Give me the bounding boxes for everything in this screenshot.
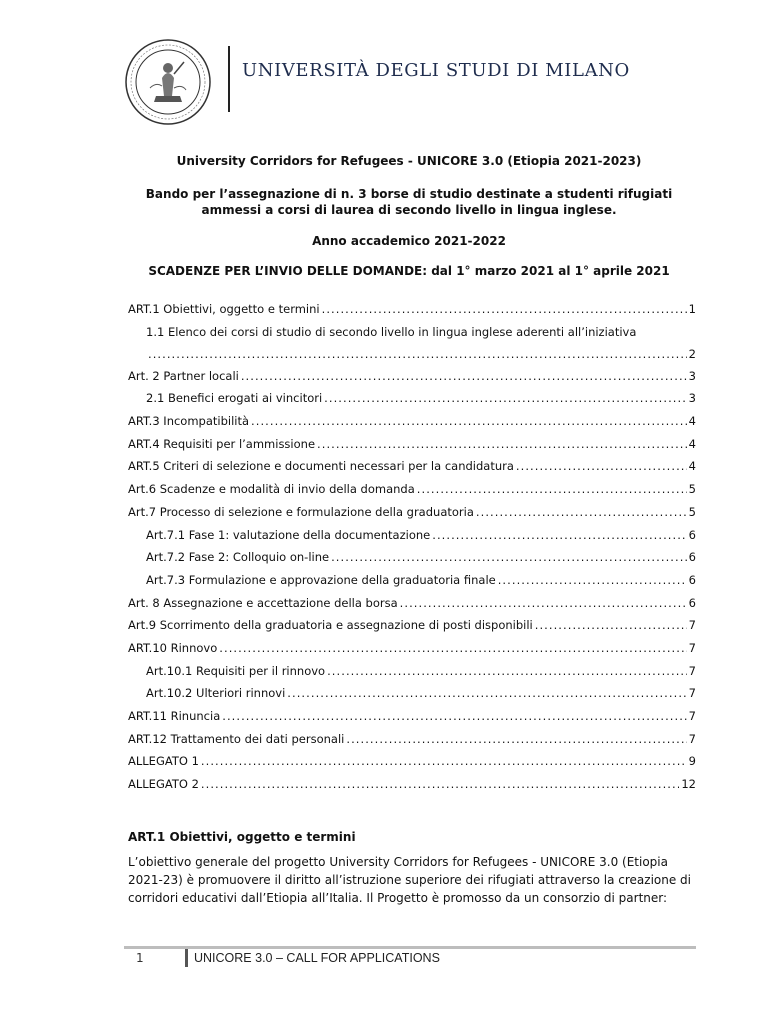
toc-dot-leader xyxy=(251,414,687,428)
toc-entry-page: 4 xyxy=(688,459,696,474)
toc-dot-leader xyxy=(219,641,686,655)
project-title: University Corridors for Refugees - UNICORE 3.0 (Etiopia 2021-2023) xyxy=(176,154,642,168)
toc-dot-leader xyxy=(417,482,687,496)
toc-dot-leader xyxy=(148,347,687,361)
footer-rule xyxy=(124,946,696,949)
toc-entry[interactable] xyxy=(128,686,696,709)
university-seal-icon xyxy=(124,38,212,126)
toc-entry-page: 5 xyxy=(688,482,696,497)
toc-entry-label: Art. 2 Partner locali xyxy=(128,368,239,383)
header-divider xyxy=(228,46,230,112)
toc-entry-page: 6 xyxy=(688,572,696,587)
toc-entry[interactable] xyxy=(128,664,696,687)
toc-entry-page: 3 xyxy=(688,368,696,383)
toc-entry[interactable] xyxy=(128,437,696,460)
toc-entry-label: ART.5 Criteri di selezione e documenti necessari per la candidatura xyxy=(128,459,514,474)
toc-entry-page: 7 xyxy=(688,640,696,655)
toc-entry-label: ART.10 Rinnovo xyxy=(128,640,218,655)
toc-entry-label: ART.11 Rinuncia xyxy=(128,709,221,723)
toc-dot-leader xyxy=(317,437,687,451)
toc-entry-label: 1.1 Elenco dei corsi di studio di secondo livello in lingua inglese aderenti all’iniziativa xyxy=(146,324,637,339)
call-title-block xyxy=(125,148,693,278)
toc-entry-label: Art.7.1 Fase 1: valutazione della documentazione xyxy=(146,527,431,542)
toc-dot-leader xyxy=(400,596,687,610)
section-paragraph: L’obiettivo generale del progetto University Corridors for Refugees - UNICORE 3.0 (Etiopia 2021-23) è promuovere il diritto all’istruzione superiore dei rifugiati attraverso la creazione di corridori educativi dall’Etiopia all’Italia. Il Progetto è promosso da un consorzio di partner: xyxy=(128,855,692,905)
toc-entry-page: 2 xyxy=(688,346,696,361)
toc-entry[interactable] xyxy=(128,641,696,664)
toc-entry-label: Art.7.3 Formulazione e approvazione della graduatoria finale xyxy=(146,572,496,587)
toc-entry-page: 7 xyxy=(688,731,696,746)
toc-entry-page: 5 xyxy=(688,504,696,519)
toc-entry-label: ALLEGATO 1 xyxy=(128,754,199,769)
toc-entry[interactable] xyxy=(128,777,696,800)
toc-dot-leader xyxy=(498,573,687,587)
footer-page-number: 1 xyxy=(136,951,144,965)
toc-entry-label: ART.3 Incompatibilità xyxy=(128,414,250,429)
toc-dot-leader xyxy=(241,369,687,383)
toc-entry-label: Art. 8 Assegnazione e accettazione della borsa xyxy=(128,595,398,610)
toc-entry-page: 6 xyxy=(688,527,696,542)
toc-dot-leader xyxy=(432,528,686,542)
toc-dot-leader xyxy=(346,732,686,746)
footer-divider xyxy=(185,949,188,967)
toc-entry-page: 4 xyxy=(688,436,696,451)
toc-entry[interactable] xyxy=(128,754,696,777)
toc-entry-page: 9 xyxy=(688,754,696,769)
toc-entry[interactable] xyxy=(128,459,696,482)
letterhead xyxy=(124,38,724,118)
toc-entry-label: Art.7.2 Fase 2: Colloquio on-line xyxy=(146,550,330,565)
toc-entry-page: 6 xyxy=(688,550,696,565)
section-heading: ART.1 Obiettivi, oggetto e termini xyxy=(128,830,356,844)
toc-entry[interactable] xyxy=(128,528,696,551)
toc-dot-leader xyxy=(476,505,687,519)
toc-entry-page: 7 xyxy=(688,618,696,633)
toc-dot-leader xyxy=(222,709,686,723)
toc-dot-leader xyxy=(516,459,687,473)
toc-entry-page: 1 xyxy=(688,302,696,316)
toc-entry[interactable] xyxy=(128,618,696,641)
toc-entry-label: ART.4 Requisiti per l’ammissione xyxy=(128,436,316,451)
call-subtitle: Bando per l’assegnazione di n. 3 borse di studio destinate a studenti rifugiati ammessi a corsi di laurea di secondo livello in lingua inglese. xyxy=(145,187,673,217)
university-name: UNIVERSITÀ DEGLI STUDI DI MILANO xyxy=(242,60,630,81)
toc-entry[interactable] xyxy=(128,325,696,369)
toc-dot-leader xyxy=(322,302,687,316)
toc-entry[interactable] xyxy=(128,596,696,619)
toc-entry-label: ART.1 Obiettivi, oggetto e termini xyxy=(128,302,320,316)
footer-text: UNICORE 3.0 – CALL FOR APPLICATIONS xyxy=(194,951,440,965)
toc-entry[interactable] xyxy=(128,482,696,505)
toc-entry[interactable] xyxy=(128,573,696,596)
toc-dot-leader xyxy=(324,391,687,405)
toc-dot-leader xyxy=(201,754,687,768)
toc-dot-leader xyxy=(201,777,679,791)
toc-entry-label: Art.10.1 Requisiti per il rinnovo xyxy=(146,663,326,678)
toc-entry-page: 6 xyxy=(688,595,696,610)
toc-entry-page: 7 xyxy=(688,686,696,701)
toc-entry-label: Art.9 Scorrimento della graduatoria e assegnazione di posti disponibili xyxy=(128,618,533,633)
toc-entry-page: 7 xyxy=(688,709,696,723)
toc-entry-label: Art.10.2 Ulteriori rinnovi xyxy=(146,686,286,701)
toc-entry[interactable] xyxy=(128,414,696,437)
toc-dot-leader xyxy=(535,618,687,632)
toc-entry-label: 2.1 Benefici erogati ai vincitori xyxy=(146,391,323,406)
deadline-line: SCADENZE PER L’INVIO DELLE DOMANDE: dal 1° marzo 2021 al 1° aprile 2021 xyxy=(148,264,670,278)
toc-entry[interactable] xyxy=(128,302,696,325)
toc-entry-page: 3 xyxy=(688,391,696,406)
toc-entry[interactable] xyxy=(128,709,696,732)
toc-entry-page: 7 xyxy=(688,663,696,678)
toc-entry[interactable] xyxy=(128,505,696,528)
toc-entry-label: ART.12 Trattamento dei dati personali xyxy=(128,731,345,746)
toc-entry[interactable] xyxy=(128,732,696,755)
toc-entry-label: Art.7 Processo di selezione e formulazione della graduatoria xyxy=(128,504,474,519)
toc-entry[interactable] xyxy=(128,369,696,392)
toc-entry-label: ALLEGATO 2 xyxy=(128,777,199,792)
table-of-contents xyxy=(128,302,696,800)
toc-dot-leader xyxy=(331,550,687,564)
toc-entry-label: Art.6 Scadenze e modalità di invio della domanda xyxy=(128,482,415,497)
toc-entry[interactable] xyxy=(128,550,696,573)
academic-year: Anno accademico 2021-2022 xyxy=(312,234,506,248)
toc-entry-page: 4 xyxy=(688,414,696,429)
toc-dot-leader xyxy=(287,686,686,700)
toc-entry-page: 12 xyxy=(681,777,696,792)
toc-dot-leader xyxy=(327,664,687,678)
toc-entry[interactable] xyxy=(128,391,696,414)
